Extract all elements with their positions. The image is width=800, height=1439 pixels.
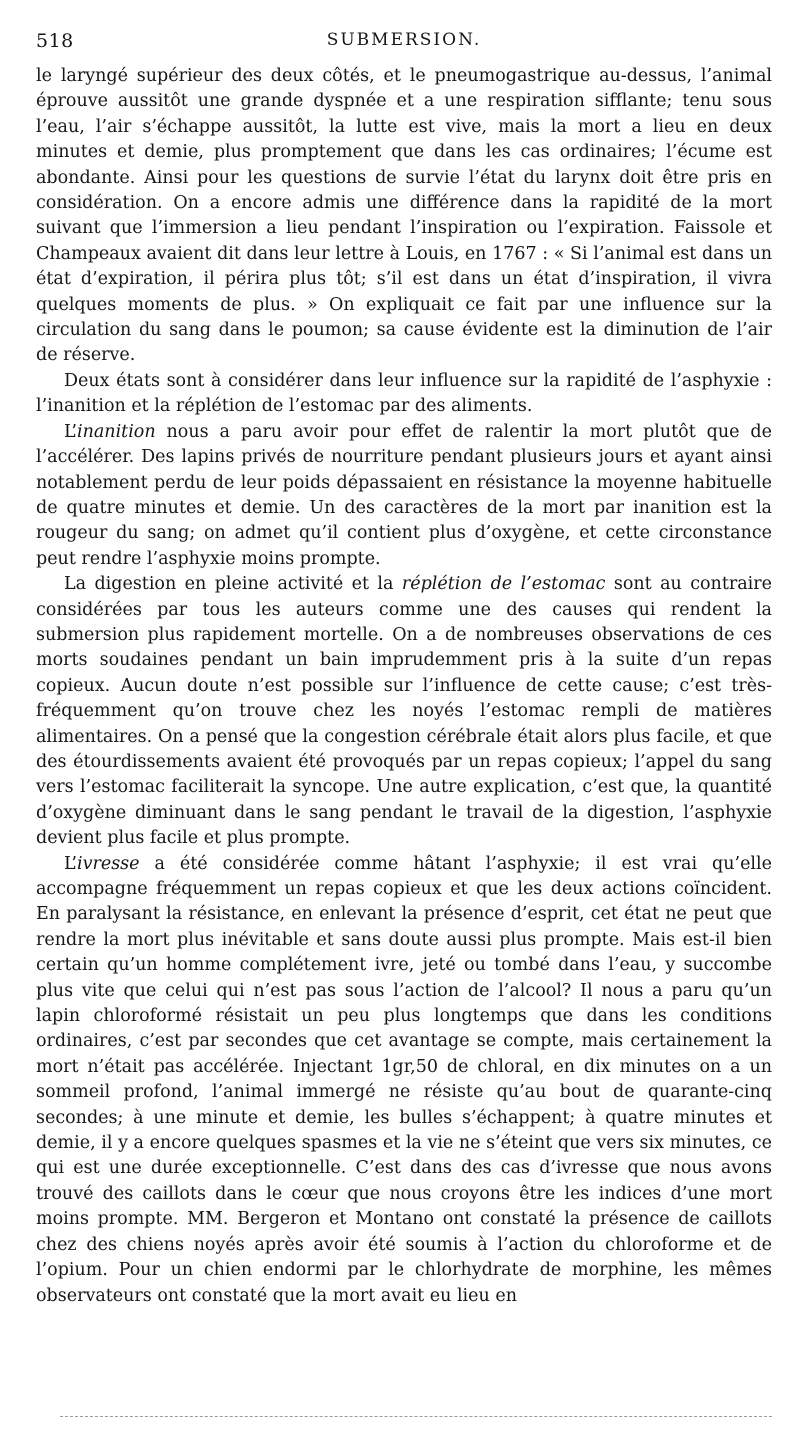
text-run: le laryngé supérieur des deux côtés, et le pneumogastrique au-dessus, l’animal éprouve aussitôt une grande dyspnée et a une respiration sifflante; tenu sous l’eau, l’air s’échappe aussitôt, la lutte est vive, mais la mort a lieu en deux minutes et demie, plus promptement que dans les cas ordinaires; l’écume est abondante. Ainsi pour les questions de survie l’état du larynx doit être pris en considération. On a encore admis une différence dans la rapidité de la mort suivant que l’immersion a lieu pendant l’inspiration ou l’expiration. Faissole et Champeaux avaient dit dans leur lettre à Louis, en 1767 : « Si l’animal est dans un état d’expiration, il périra plus tôt; s’il est dans un état d’inspiration, il vivra quelques moments de plus. » On expliquait ce fait par une influence sur la circulation du sang dans le poumon; sa cause évidente est la diminution de l’air de réserve. [36, 66, 772, 366]
text-run: Deux états sont à considérer dans leur influence sur la rapidité de l’asphyxie : l’inanition et la réplétion de l’estomac par des aliments. [36, 370, 772, 417]
paragraph [36, 64, 772, 369]
body-text [36, 64, 772, 1309]
italic-term: réplétion de l’estomac [401, 574, 606, 595]
paragraph [36, 369, 772, 420]
text-run: L’ [64, 421, 77, 442]
text-run: La digestion en pleine activité et la [64, 574, 402, 595]
text-run: sont au contraire considérées par tous les auteurs comme une des causes qui rendent la submersion plus rapidement mortelle. On a de nombreuses observations de ces morts soudaines pendant un bain imprudemment pris à la suite d’un repas copieux. Aucun doute n’est possible sur l’influence de cette cause; c’est très-fréquemment qu’on trouve chez les noyés l’estomac rempli de matières alimentaires. On a pensé que la congestion cérébrale était alors plus facile, et que des étourdissements avaient été provoqués par un repas copieux; l’appel du sang vers l’estomac faciliterait la syncope. Une autre explication, c’est que, la quantité d’oxygène diminuant dans le sang pendant le travail de la digestion, l’asphyxie devient plus facile et plus prompte. [36, 574, 772, 849]
paragraph [36, 572, 772, 851]
italic-term: ivresse [77, 853, 140, 874]
text-run: a été considérée comme hâtant l’asphyxie; il est vrai qu’elle accompagne fréquemment un repas copieux et que les deux actions coïncident. En paralysant la résistance, en enlevant la présence d’esprit, cet état ne peut que rendre la mort plus inévitable et sans doute aussi plus prompte. Mais est-il bien certain qu’un homme complétement ivre, jeté ou tombé dans l’eau, y succombe plus vite que celui qui n’est pas sous l’action de l’alcool? Il nous a paru qu’un lapin chloroformé résistait un peu plus longtemps que dans les conditions ordinaires, c’est par secondes que cet avantage se compte, mais certainement la mort n’était pas accélérée. Injectant 1gr,50 de chloral, en dix minutes on a un sommeil profond, l’animal immergé ne résiste qu’au bout de quarante-cinq secondes; à une minute et demie, les bulles s’échappent; à quatre minutes et demie, il y a encore quelques spasmes et la vie ne s’éteint que vers six minutes, ce qui est une durée exceptionnelle. C’est dans des cas d’ivresse que nous avons trouvé des caillots dans le cœur que nous croyons être les indices d’une mort moins prompte. MM. Bergeron et Montano ont constaté la présence de caillots chez des chiens noyés après avoir été soumis à l’action du chloroforme et de l’opium. Pour un chien endormi par le chlorhydrate de morphine, les mêmes observateurs ont constaté que la mort avait eu lieu en [36, 853, 772, 1306]
footer-rule [60, 1416, 772, 1417]
page-number: 518 [36, 30, 74, 52]
running-title: SUBMERSION. [326, 30, 482, 50]
text-run: nous a paru avoir pour effet de ralentir la mort plutôt que de l’accélérer. Des lapins privés de nourriture pendant plusieurs jours et ayant ainsi notablement perdu de leur poids dépassaient en résistance la moyenne habituelle de quatre minutes et demie. Un des caractères de la mort par inanition est la rougeur du sang; on admet qu’il contient plus d’oxygène, et cette circonstance peut rendre l’asphyxie moins prompte. [36, 421, 772, 569]
italic-term: inanition [77, 421, 156, 442]
paragraph [36, 420, 772, 572]
page-header [36, 30, 772, 56]
text-run: L’ [64, 853, 77, 874]
paragraph [36, 852, 772, 1309]
